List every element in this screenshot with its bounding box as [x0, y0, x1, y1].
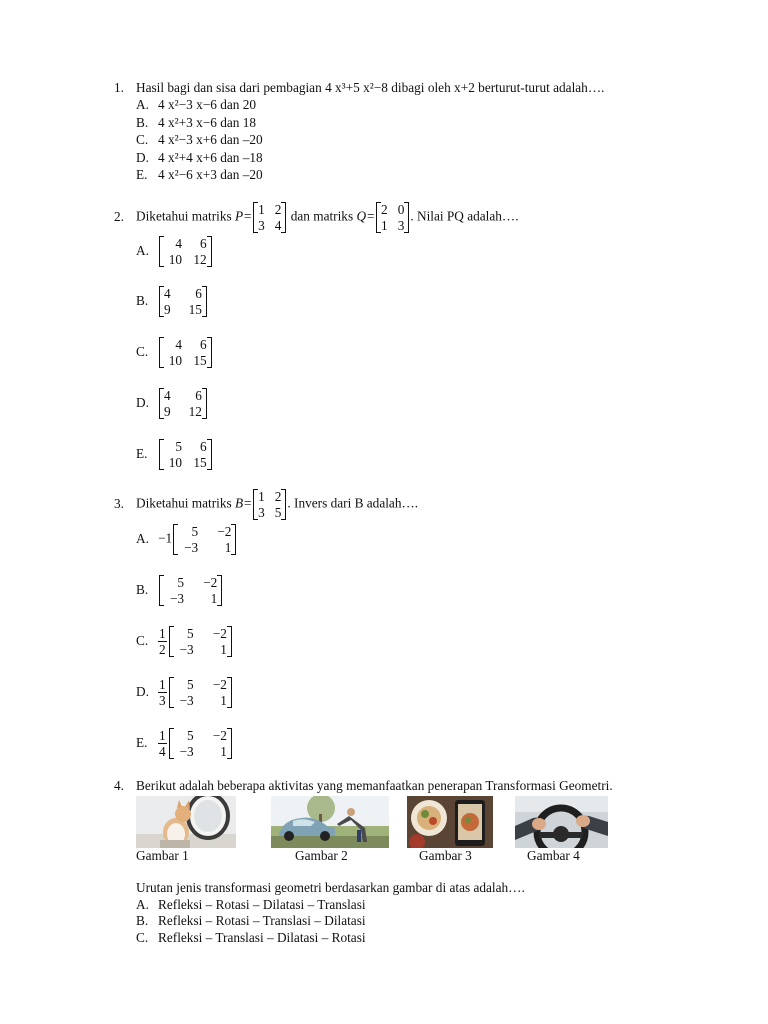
option-letter: C. [136, 632, 149, 648]
option-2d [136, 388, 208, 419]
option-4b [136, 912, 366, 930]
fraction: $\frac{1}{2}$ [159, 626, 166, 657]
option-letter: C. [136, 343, 149, 359]
image-car-push [271, 796, 389, 848]
option-letter: E. [136, 734, 148, 750]
option-letter: A. [136, 242, 149, 258]
option-3b [136, 575, 223, 606]
option-letter: E. [136, 445, 148, 461]
question-4-prompt: Urutan jenis transformasi geometri berdasarkan gambar di atas adalah…. [136, 880, 525, 895]
option-letter: B. [136, 913, 149, 928]
option-1e [136, 166, 263, 184]
option-1b [136, 114, 256, 132]
option-text: Refleksi – Rotasi – Translasi – Dilatasi [158, 913, 366, 928]
math-expression: 4 x²−3 x+6 [158, 132, 217, 147]
option-3a [136, 524, 237, 555]
image-caption: Gambar 4 [527, 848, 580, 863]
option-1d [136, 149, 263, 167]
image-cat-mirror [136, 796, 236, 848]
math-expression: 4 x²−6 x+3 [158, 167, 217, 182]
image-caption: Gambar 2 [295, 848, 348, 863]
question-3 [114, 489, 418, 520]
option-3e [136, 728, 233, 759]
option-4c [136, 929, 366, 947]
option-letter: D. [136, 683, 149, 699]
fraction: $\frac{1}{3}$ [159, 677, 166, 708]
option-2c [136, 337, 213, 368]
option-3c [136, 626, 233, 657]
question-number: 2. [114, 208, 124, 224]
question-4 [114, 777, 613, 795]
option-text: dan –18 [220, 150, 263, 165]
math-expression: x+2 [454, 80, 475, 95]
option-matrix: 4 6 9 12 [159, 388, 207, 419]
option-letter: A. [136, 530, 149, 546]
option-letter: E. [136, 167, 148, 182]
matrix-label: Q= [356, 208, 376, 224]
option-text: dan 18 [220, 115, 257, 130]
question-text: . Invers dari B adalah…. [287, 495, 419, 511]
option-matrix: 5 −2 −3 1 [169, 677, 232, 708]
option-letter: C. [136, 132, 149, 147]
fraction: $\frac{1}{4}$ [159, 728, 166, 759]
question-2 [114, 202, 519, 233]
option-letter: A. [136, 897, 149, 912]
option-matrix: 5 −2 −3 1 [169, 728, 232, 759]
option-matrix: 4 6 10 12 [159, 236, 212, 267]
option-letter: D. [136, 150, 149, 165]
question-number: 1. [114, 80, 124, 95]
question-1 [114, 79, 604, 97]
option-matrix: 5 −2 −3 1 [173, 524, 236, 555]
question-text: Hasil bagi dan sisa dari pembagian [136, 80, 322, 95]
option-text: dan –20 [220, 167, 263, 182]
image-caption: Gambar 3 [419, 848, 472, 863]
question-text: Diketahui matriks [136, 495, 232, 511]
option-matrix: 5 −2 −3 1 [159, 575, 222, 606]
option-matrix: 5 −2 −3 1 [169, 626, 232, 657]
option-1c [136, 131, 263, 149]
image-food-phone [407, 796, 493, 848]
option-letter: B. [136, 115, 149, 130]
question-text: Berikut adalah beberapa aktivitas yang memanfaatkan penerapan Transformasi Geometri. [136, 778, 613, 793]
image-caption: Gambar 1 [136, 848, 189, 863]
option-text: Refleksi – Rotasi – Dilatasi – Translasi [158, 897, 366, 912]
math-expression: 4 x²−3 x−6 [158, 97, 217, 112]
option-2e [136, 439, 213, 470]
question-text: Diketahui matriks [136, 208, 232, 224]
image-steering-wheel [515, 796, 608, 848]
question-number: 3. [114, 495, 124, 511]
math-expression: 4 x²+3 x−6 [158, 115, 217, 130]
option-text: dan 20 [220, 97, 257, 112]
question-text: dan matriks [290, 208, 354, 224]
matrix-p: 1 2 3 4 [253, 202, 286, 233]
scalar-prefix: −1 [158, 530, 173, 546]
option-matrix: 5 6 10 15 [159, 439, 212, 470]
option-letter: B. [136, 581, 149, 597]
option-matrix: 4 6 9 15 [159, 286, 207, 317]
math-expression: 4 x²+4 x+6 [158, 150, 217, 165]
option-matrix: 4 6 10 15 [159, 337, 212, 368]
option-2b [136, 286, 208, 317]
math-expression: 4 x³+5 x²−8 [325, 80, 388, 95]
question-text: . Nilai PQ adalah…. [410, 208, 519, 224]
option-letter: A. [136, 97, 149, 112]
matrix-b: 1 2 3 5 [253, 489, 286, 520]
matrix-q: 2 0 1 3 [376, 202, 409, 233]
question-text: berturut-turut adalah…. [478, 80, 605, 95]
option-text: dan –20 [220, 132, 263, 147]
option-letter: D. [136, 394, 149, 410]
option-text: Refleksi – Translasi – Dilatasi – Rotasi [158, 930, 366, 945]
question-text: dibagi oleh [391, 80, 451, 95]
option-1a [136, 96, 256, 114]
option-2a [136, 236, 213, 267]
option-4a [136, 896, 366, 914]
option-letter: B. [136, 292, 149, 308]
option-3d [136, 677, 233, 708]
option-letter: C. [136, 930, 149, 945]
question-number: 4. [114, 778, 124, 793]
matrix-label: P= [234, 208, 253, 224]
matrix-label: B= [234, 495, 253, 511]
